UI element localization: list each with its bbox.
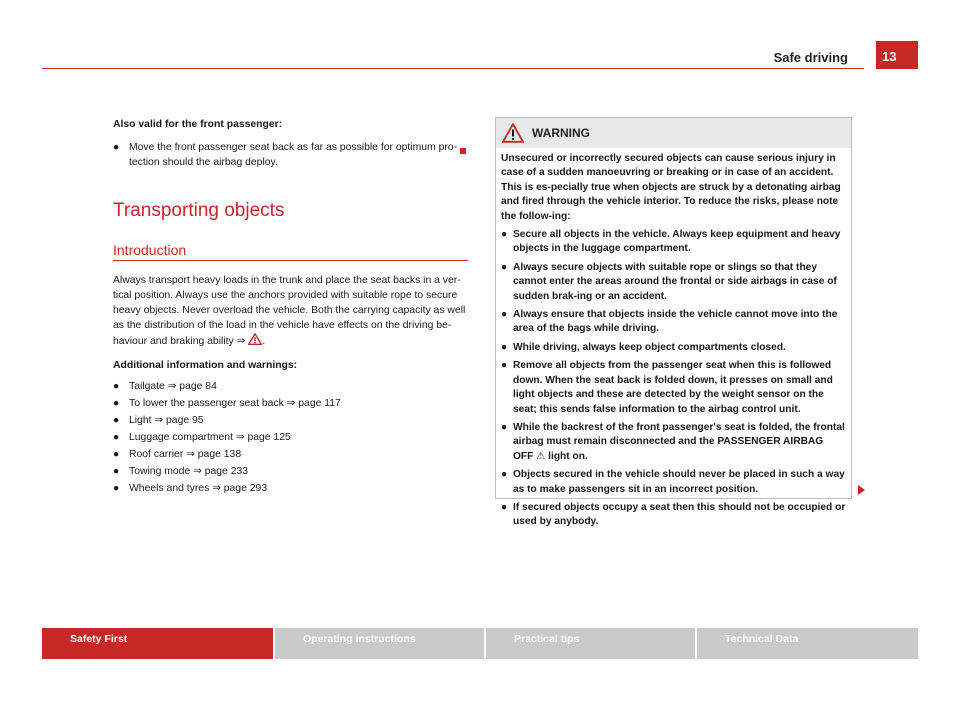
- list-item-text: Towing mode ⇒ page 233: [129, 466, 249, 477]
- subsection-rule: [113, 260, 468, 261]
- intro-text: Always transport heavy loads in the trunk and place the seat backs in a ver-tical position. Always use the anchors provided with suitable rope to secure heavy objects. Never overload the vehicle. Both the carrying capacity as well as the distribution of the load in the vehicle have effects on the driving be-haviour and braking ability ⇒: [113, 275, 466, 347]
- warning-intro: Unsecured or incorrectly secured objects can cause serious injury in case of a sudden manoeuvring or breaking or in case of an accident. This is es-pecially true when objects are struck by a detonating airbag and fired through the vehicle interior. To reduce the risks, please note the follow-ing:: [501, 153, 841, 222]
- warning-box: [495, 117, 852, 528]
- list-item: [501, 421, 846, 464]
- list-item-text: Remove all objects from the passenger seat when this is followed down. When the seat back is folded down, it presses on small and light objects and these are detected by the weight sensor on the seat; this sends false information to the airbag control unit.: [513, 360, 833, 415]
- bullet-icon: ●: [501, 341, 508, 353]
- list-item-text: Objects secured in the vehicle should never be placed in such a way as to make passengers sit in an incorrect position.: [513, 469, 845, 495]
- list-item-text: Always ensure that objects inside the vehicle cannot move into the area of the bags while driving.: [513, 309, 838, 335]
- tab-operating-instructions[interactable]: Operating instructions: [275, 628, 484, 659]
- tab-practical-tips[interactable]: Practical tips: [486, 628, 695, 659]
- bullet-icon: ●: [113, 432, 120, 443]
- list-item: [501, 228, 846, 257]
- list-item-text: To lower the passenger seat back ⇒ page 117: [129, 398, 341, 409]
- front-passenger-block: [113, 117, 468, 170]
- section-title: Transporting objects: [113, 200, 285, 221]
- list-item-text: Tailgate ⇒ page 84: [129, 381, 217, 392]
- warning-triangle-icon: [502, 123, 524, 143]
- warning-triangle-icon[interactable]: [248, 333, 262, 345]
- subsection-title: Introduction: [113, 242, 187, 258]
- list-item-text: If secured objects occupy a seat then this should not be occupied or used by anybody.: [513, 501, 846, 528]
- running-header-title: Safe driving: [773, 50, 848, 65]
- bullet-icon: ●: [501, 501, 508, 513]
- list-item: [501, 501, 846, 530]
- list-item[interactable]: [113, 379, 468, 394]
- list-item[interactable]: [113, 464, 468, 479]
- list-item[interactable]: [113, 396, 468, 411]
- list-item: [501, 359, 846, 417]
- list-item[interactable]: [113, 430, 468, 445]
- bullet-icon: ●: [501, 309, 508, 321]
- list-item: [113, 140, 468, 170]
- bullet-icon: ●: [113, 398, 120, 409]
- list-item[interactable]: [113, 481, 468, 496]
- list-item-text: Luggage compartment ⇒ page 125: [129, 432, 291, 443]
- list-item: [501, 468, 846, 497]
- additional-info-title: Additional information and warnings:: [113, 360, 298, 371]
- bullet-icon: ●: [501, 421, 508, 433]
- list-item: [501, 341, 846, 355]
- footer-tab-bar: [42, 628, 918, 659]
- list-item[interactable]: [113, 447, 468, 462]
- bullet-icon: ●: [113, 449, 120, 460]
- bullet-icon: ●: [113, 381, 120, 392]
- intro-text-end: .: [262, 336, 266, 347]
- list-item-text: While driving, always keep object compartments closed.: [513, 341, 786, 353]
- list-item-text: Move the front passenger seat back as far as possible for optimum pro-tection should the airbag deploy.: [129, 142, 458, 168]
- section-end-mark: [460, 148, 466, 154]
- bullet-icon: ●: [501, 360, 508, 372]
- list-item-text: Secure all objects in the vehicle. Always keep equipment and heavy objects in the luggage compartment.: [513, 229, 841, 255]
- intro-paragraph: [113, 273, 468, 349]
- tab-safety-first[interactable]: Safety First: [42, 628, 273, 659]
- bullet-icon: ●: [501, 229, 508, 241]
- list-item[interactable]: [113, 413, 468, 428]
- bullet-icon: ●: [501, 469, 508, 481]
- list-item: [501, 308, 846, 337]
- warning-title: WARNING: [532, 126, 590, 140]
- header-rule: [42, 68, 864, 69]
- bullet-icon: ●: [113, 142, 120, 153]
- bullet-icon: ●: [113, 466, 120, 477]
- list-item-text: Roof carrier ⇒ page 138: [129, 449, 242, 460]
- list-item-text: Light ⇒ page 95: [129, 415, 204, 426]
- bullet-icon: ●: [501, 261, 508, 273]
- warning-header: [496, 118, 851, 148]
- list-item-text: While the backrest of the front passenger's seat is folded, the frontal airbag must remain disconnected and the PASSENGER AIRBAG OFF ⚠ light on.: [513, 421, 845, 462]
- bullet-icon: ●: [113, 483, 120, 494]
- intro-block: [113, 273, 468, 498]
- page-number-badge: 13: [876, 41, 918, 69]
- front-passenger-lead: Also valid for the front passenger:: [113, 119, 283, 130]
- warning-body: [496, 148, 851, 530]
- list-item-text: Wheels and tyres ⇒ page 293: [129, 483, 268, 494]
- list-item: [501, 261, 846, 304]
- continue-arrow-icon: [858, 485, 865, 495]
- bullet-icon: ●: [113, 415, 120, 426]
- list-item-text: Always secure objects with suitable rope or slings so that they cannot enter the areas around the frontal or side airbags in case of sudden brak-ing or an accident.: [513, 261, 837, 302]
- tab-technical-data[interactable]: Technical Data: [697, 628, 918, 659]
- additional-info-list: [113, 379, 468, 496]
